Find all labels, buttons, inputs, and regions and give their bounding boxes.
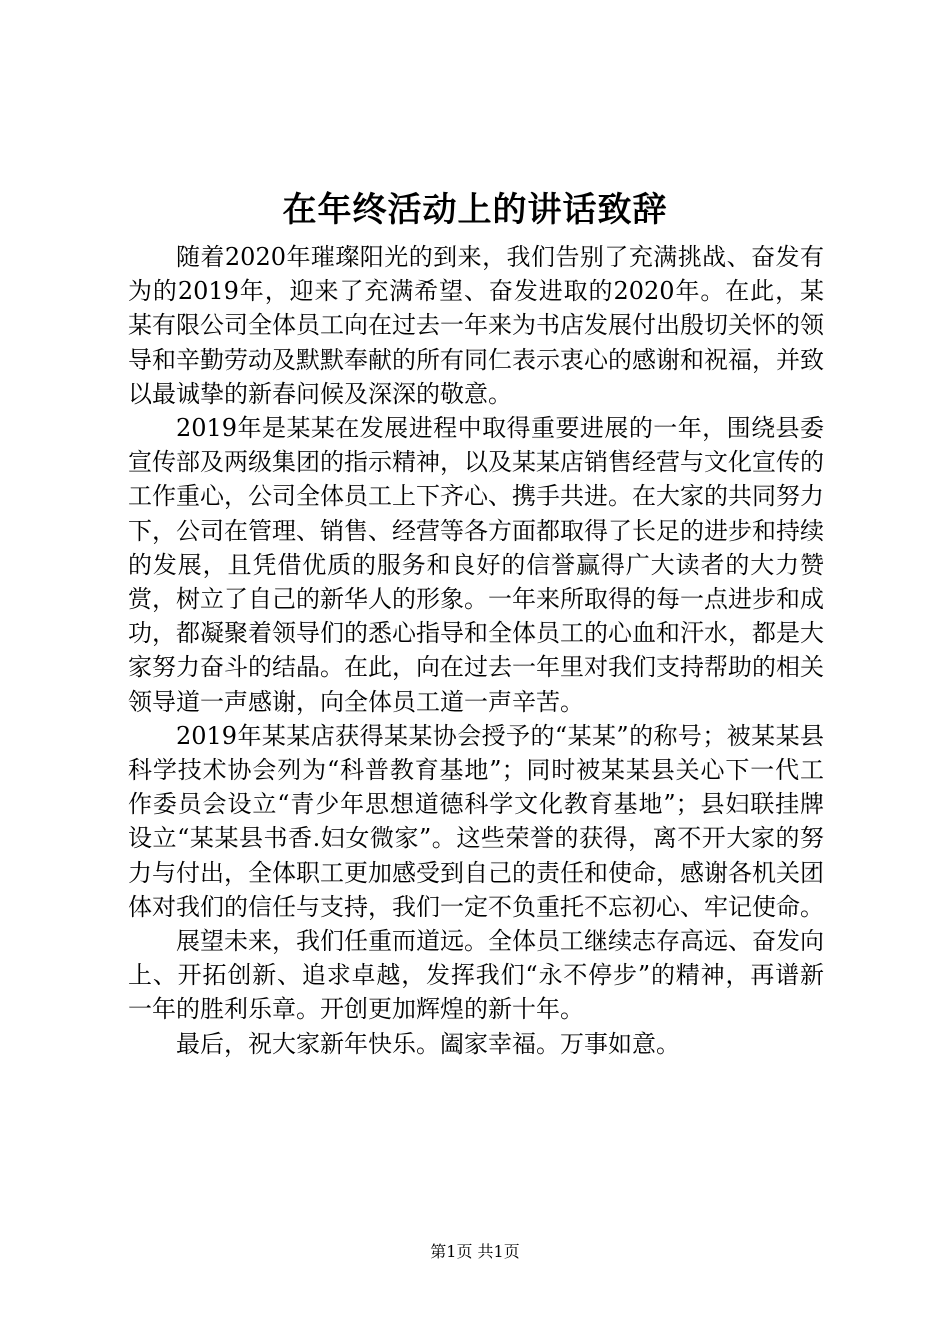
paragraph-2019-progress: 2019年是某某在发展进程中取得重要进展的一年，围绕县委宣传部及两级集团的指示精神，以及某某店销售经营与文化宣传的工作重心，公司全体员工上下齐心、携手共进。在大家的共同努力下，公司在管理、销售、经营等各方面都取得了长足的进步和持续的发展，且凭借优质的服务和良好的信誉赢得广大读者的大力赞赏，树立了自己的新华人的形象。一年来所取得的每一点进步和成功，都凝聚着领导们的悉心指导和全体员工的心血和汗水，都是大家努力奋斗的结晶。在此，向在过去一年里对我们支持帮助的相关领导道一声感谢，向全体员工道一声辛苦。 — [128, 414, 824, 716]
page-footer: 第1页 共1页 — [430, 1242, 520, 1261]
paragraph-intro: 随着2020年璀璨阳光的到来，我们告别了充满挑战、奋发有为的2019年，迎来了充满希望、奋发进取的2020年。在此，某某有限公司全体员工向在过去一年来为书店发展付出殷切关怀的领导和辛勤劳动及默默奉献的所有同仁表示衷心的感谢和祝福，并致以最诚挚的新春问候及深深的敬意。 — [128, 243, 824, 408]
paragraph-honors: 2019年某某店获得某某协会授予的“某某”的称号；被某某县科学技术协会列为“科普教育基地”；同时被某某县关心下一代工作委员会设立“青少年思想道德科学文化教育基地”；县妇联挂牌设立“某某县书香.妇女微家”。这些荣誉的获得，离不开大家的努力与付出，全体职工更加感受到自己的责任和使命，感谢各机关团体对我们的信任与支持，我们一定不负重托不忘初心、牢记使命。 — [128, 721, 824, 921]
paragraph-closing: 最后，祝大家新年快乐。阖家幸福。万事如意。 — [176, 1029, 680, 1058]
document-title: 在年终活动上的讲话致辞 — [282, 190, 668, 230]
document-body — [128, 240, 824, 1061]
paragraph-outlook: 展望未来，我们任重而道远。全体员工继续志存高远、奋发向上、开拓创新、追求卓越，发挥我们“永不停步”的精神，再谱新一年的胜利乐章。开创更加辉煌的新十年。 — [128, 927, 824, 1024]
